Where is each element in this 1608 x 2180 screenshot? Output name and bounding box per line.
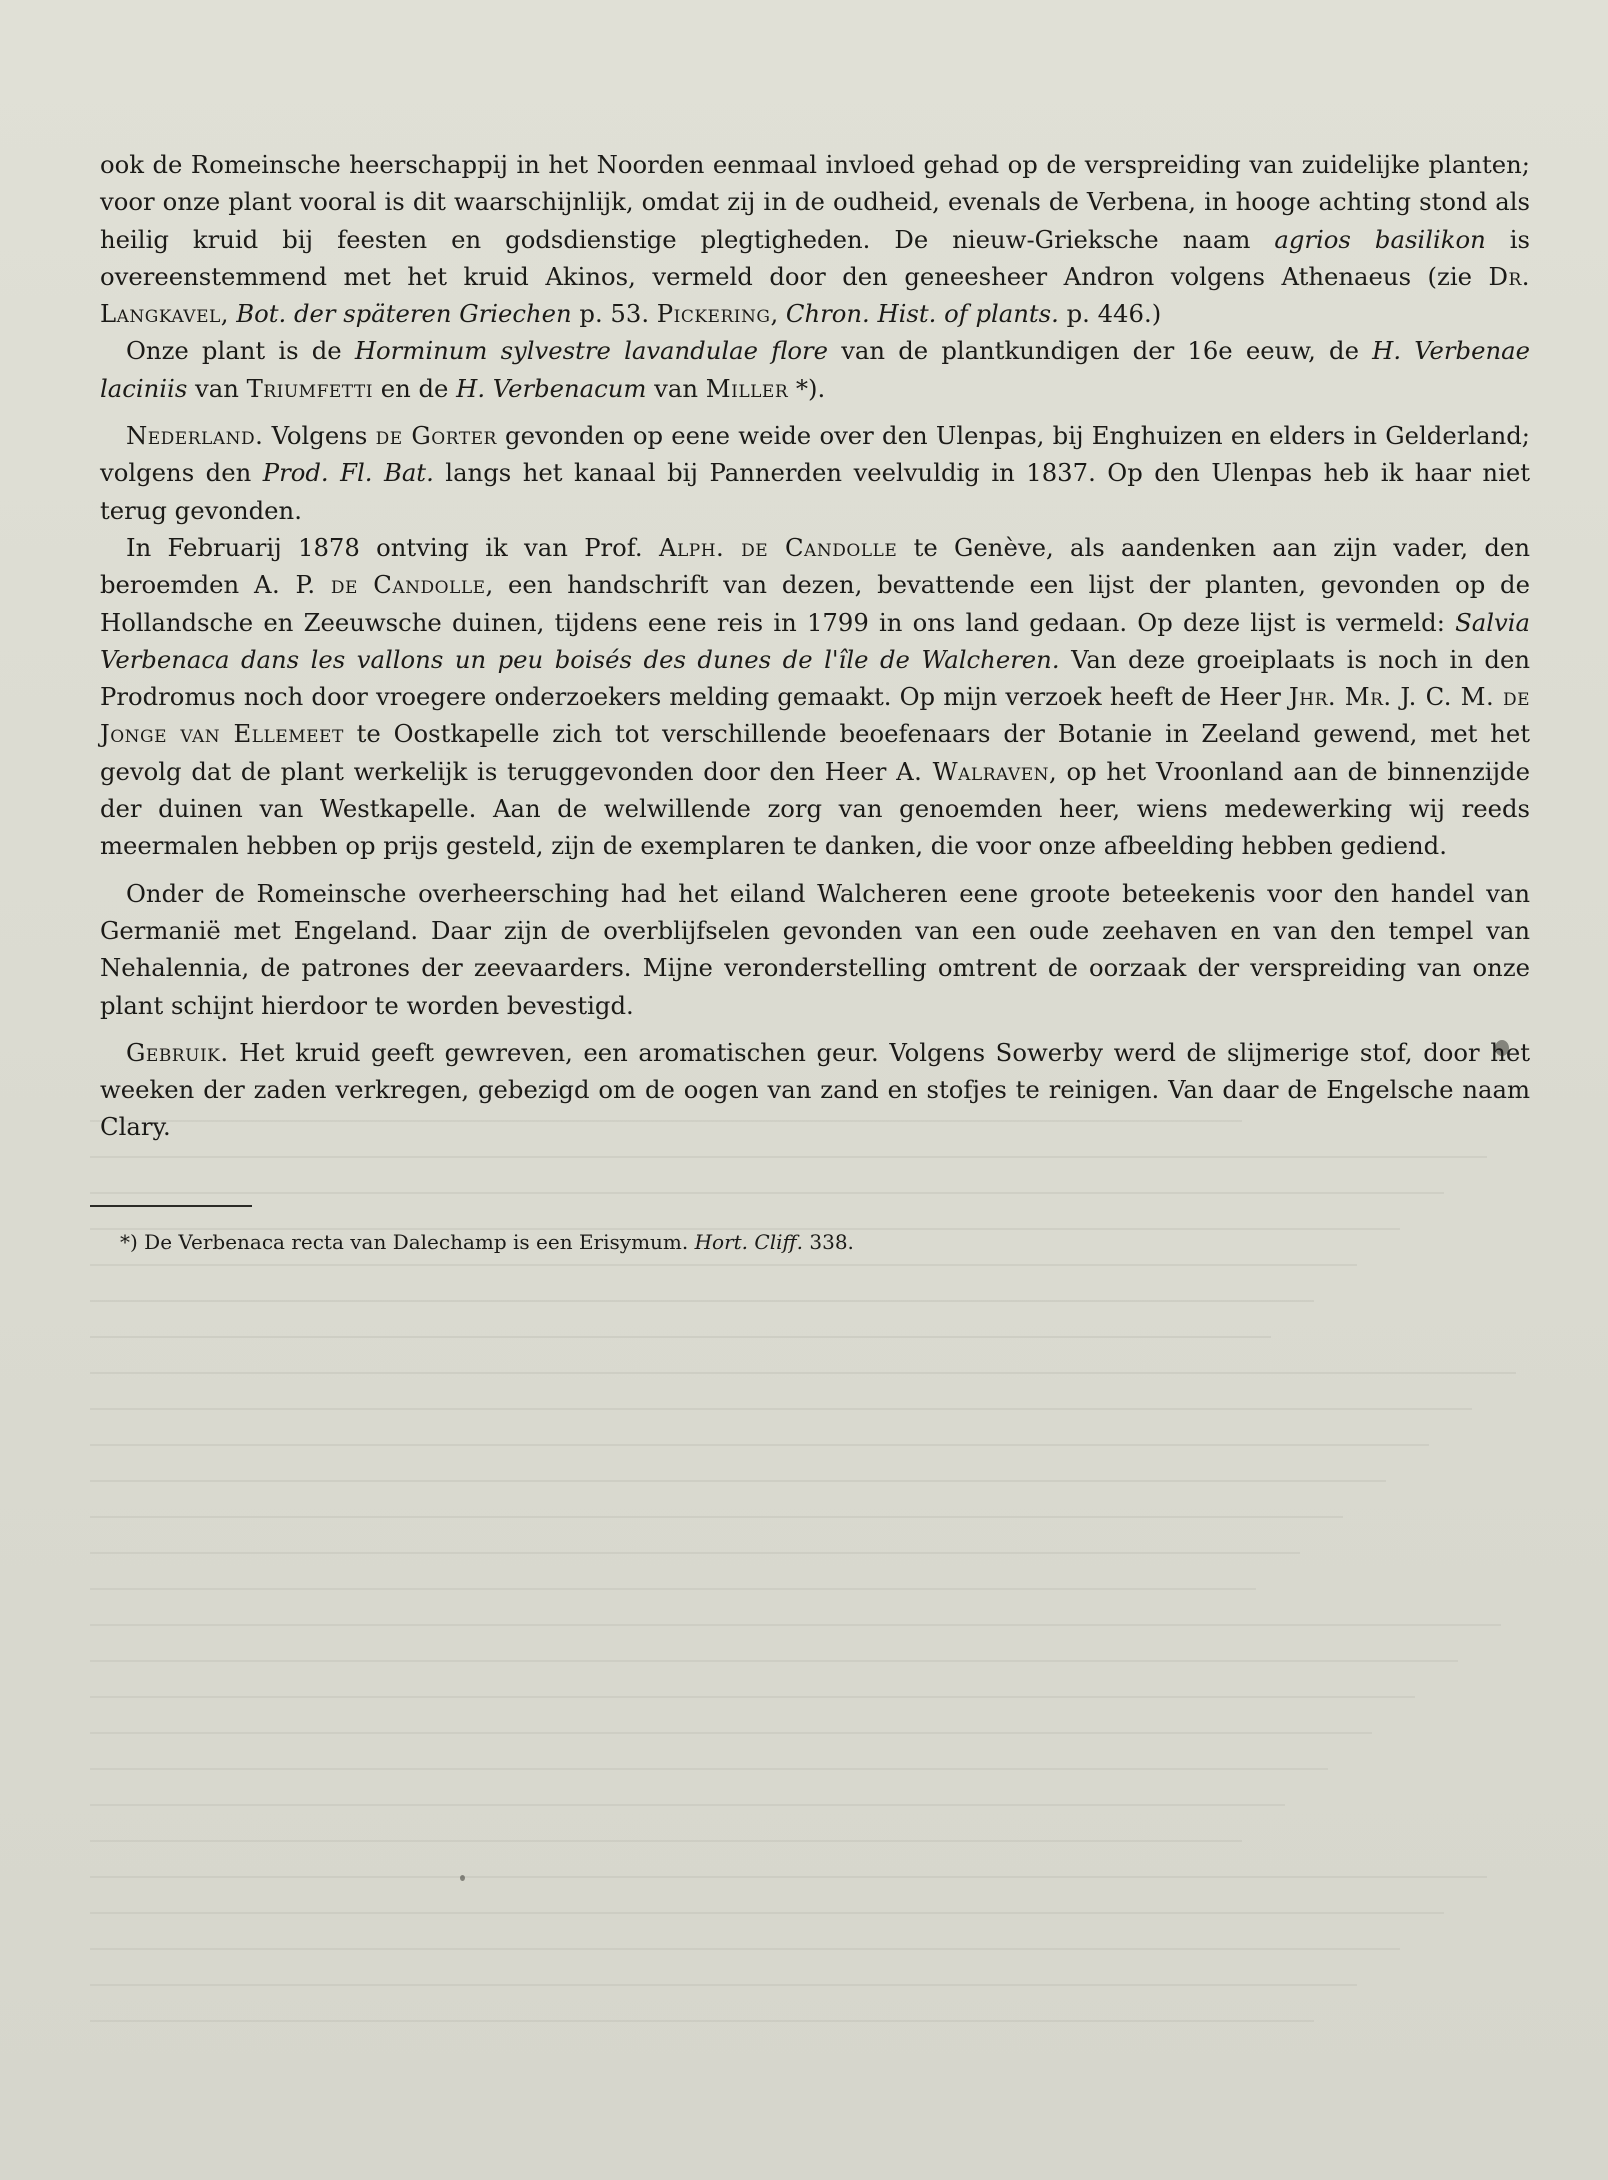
- show-through-line: [90, 1768, 1328, 1770]
- paragraph: [100, 146, 1530, 332]
- small-caps-run: A. Walraven: [896, 756, 1049, 786]
- small-caps-run: A. P. de Candolle: [253, 570, 486, 600]
- text-run: van de plantkundigen der 16e eeuw, de: [828, 336, 1373, 366]
- italic-run: Horminum sylvestre lavandulae flore: [354, 336, 829, 366]
- text-run: langs het kanaal bij Pannerden veelvuldig in 1837. Op den Ulenpas heb ik haar niet terug gevonden.: [100, 458, 1530, 525]
- show-through-line: [90, 1912, 1444, 1914]
- show-through-line: [90, 1408, 1472, 1410]
- italic-run: H. Verbenae laciniis: [100, 336, 1530, 403]
- show-through-line: [90, 2020, 1314, 2022]
- show-through-line: [90, 1840, 1242, 1842]
- show-through-line: [90, 1588, 1256, 1590]
- paragraph: [100, 1034, 1530, 1146]
- small-caps-run: Jhr. Mr. J. C. M. de Jonge van Ellemeet: [100, 682, 1530, 749]
- small-caps-run: Miller: [705, 373, 789, 403]
- show-through-line: [90, 1156, 1487, 1158]
- italic-run: Bot. der späteren Griechen: [236, 299, 572, 329]
- show-through-line: [90, 1444, 1429, 1446]
- paragraph: [100, 529, 1530, 865]
- show-through-line: [90, 1552, 1300, 1554]
- text-run: van: [187, 373, 247, 403]
- body-text: [100, 146, 1530, 1146]
- text-run: 338.: [803, 1230, 854, 1254]
- paragraph: [100, 417, 1530, 529]
- show-through-line: [90, 1336, 1271, 1338]
- text-run: Het kruid geeft gewreven, een aromatischen geur. Volgens Sowerby werd de slijmerige stof, door het weeken der zaden verkregen, gebezigd om de oogen van zand en stofjes te reinigen. Van daar de Engelsche naam Clary.: [100, 1037, 1530, 1142]
- text-run: van: [646, 373, 706, 403]
- text-run: ,: [220, 299, 237, 329]
- text-run: en de: [372, 373, 457, 403]
- text-run: te Oostkapelle zich tot verschillende beoefenaars der Botanie in Zeeland gewend, met het gevolg dat de plant werkelijk is teruggevonden door den Heer: [100, 719, 1530, 786]
- text-run: gevonden op eene weide over den Ulenpas, bij Enghuizen en elders in Gelderland; volgens den: [100, 421, 1530, 488]
- text-run: Van deze groeiplaats is noch in den Prodromus noch door vroegere onderzoekers melding gemaakt. Op mijn verzoek heeft de Heer: [100, 644, 1530, 712]
- text-run: p. 53.: [571, 299, 657, 329]
- italic-run: H. Verbenacum: [456, 373, 647, 403]
- text-run: Onder de Romeinsche overheersching had het eiland Walcheren eene groote beteekenis voor den handel van Germanië met Engeland. Daar zijn de overblijfselen gevonden van een oude zeehaven en van den tempel van Nehalennia, de patrones der zeevaarders. Mijne veronderstelling omtrent de oorzaak der verspreiding van onze plant schijnt hierdoor te worden bevestigd.: [100, 878, 1530, 1020]
- small-caps-run: de Gorter: [375, 421, 497, 451]
- show-through-line: [90, 1804, 1285, 1806]
- italic-run: agrios basilikon: [1274, 224, 1486, 254]
- show-through-line: [90, 1876, 1487, 1878]
- text-run: Volgens: [263, 421, 376, 451]
- show-through-line: [90, 1660, 1458, 1662]
- small-caps-run: Pickering: [656, 299, 771, 329]
- show-through-line: [90, 1300, 1314, 1302]
- text-run: , een handschrift van dezen, bevattende een lijst der planten, gevonden op de Hollandsche en Zeeuwsche duinen, tijdens eene reis in 1799 in ons land gedaan. Op deze lijst is vermeld:: [100, 570, 1530, 637]
- footnote-rule: [90, 1205, 252, 1207]
- small-caps-run: Gebruik.: [126, 1037, 229, 1067]
- italic-run: Chron. Hist. of plants.: [785, 299, 1059, 329]
- italic-run: Salvia Verbenaca dans les vallons un peu boisés des dunes de l'île de Walcheren.: [100, 607, 1530, 674]
- text-run: *) De Verbenaca recta van Dalechamp is een Erisymum.: [120, 1230, 695, 1254]
- text-run: p. 446.): [1058, 299, 1162, 329]
- show-through-line: [90, 1984, 1357, 1986]
- show-through-line: [90, 1624, 1501, 1626]
- small-caps-run: Alph. de Candolle: [658, 532, 898, 562]
- show-through-line: [90, 1732, 1372, 1734]
- text-run: In Februarij 1878 ontving ik van Prof.: [126, 532, 659, 562]
- show-through-line: [90, 1480, 1386, 1482]
- text-run: *).: [788, 373, 826, 403]
- show-through-line: [90, 1372, 1516, 1374]
- italic-run: Prod. Fl. Bat.: [262, 458, 434, 488]
- show-through-line: [90, 1948, 1400, 1950]
- text-run: ook de Romeinsche heerschappij in het Noorden eenmaal invloed gehad op de verspreiding van zuidelijke planten; voor onze plant vooral is dit waarschijnlijk, omdat zij in de oudheid, evenals de Verbena, in hooge achting stond als heilig kruid bij feesten en godsdienstige plegtigheden. De nieuw-Grieksche naam: [100, 150, 1530, 254]
- paragraph: [100, 332, 1530, 407]
- text-run: , op het Vroonland aan de binnenzijde der duinen van Westkapelle. Aan de welwillende zorg van genoemden heer, wiens medewerking wij reeds meermalen hebben op prijs gesteld, zijn de exemplaren te danken, die voor onze afbeelding hebben gediend.: [100, 756, 1530, 861]
- italic-run: Hort. Cliff.: [694, 1230, 804, 1254]
- show-through-line: [90, 1192, 1444, 1194]
- footnote: [120, 1228, 1120, 1256]
- text-run: te Genève, als aandenken aan zijn vader, den beroemden: [100, 532, 1530, 600]
- paragraph: [100, 875, 1530, 1024]
- text-run: is overeenstemmend met het kruid Akinos, vermeld door den geneesheer Andron volgens Athenaeus (zie: [100, 224, 1530, 291]
- small-caps-run: Dr. Langkavel: [100, 261, 1530, 329]
- small-caps-run: Triumfetti: [246, 373, 373, 403]
- small-caps-run: Nederland.: [126, 421, 264, 451]
- show-through-line: [90, 1696, 1415, 1698]
- show-through-line: [90, 1264, 1357, 1266]
- show-through-line: [90, 1516, 1343, 1518]
- text-run: ,: [770, 299, 786, 329]
- show-through-lines: [90, 1120, 1530, 2120]
- text-run: Onze plant is de: [126, 336, 355, 366]
- paper-spot: [460, 1875, 465, 1881]
